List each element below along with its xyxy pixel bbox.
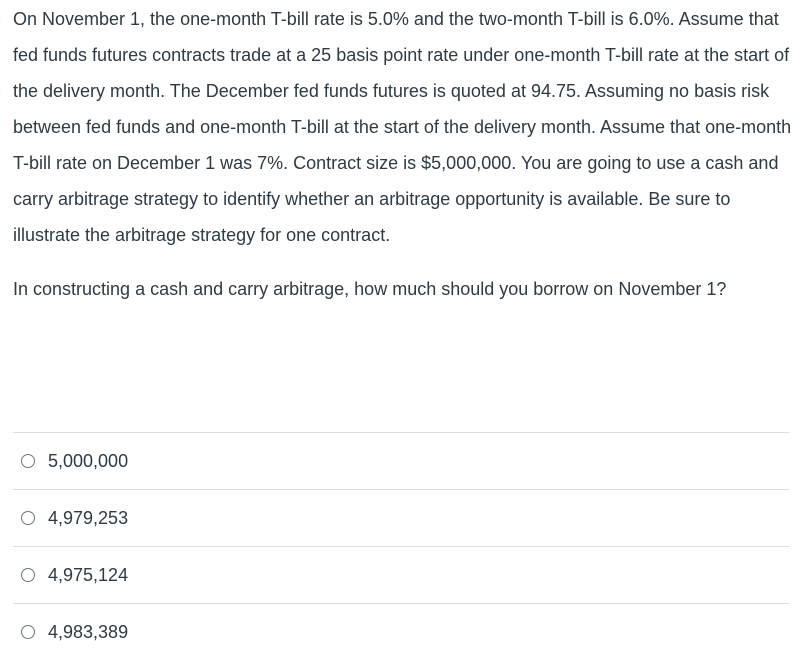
answer-list — [13, 432, 789, 660]
question-prompt: In constructing a cash and carry arbitrage, how much should you borrow on November 1? — [13, 279, 727, 299]
answer-option-2[interactable] — [13, 489, 789, 546]
question-stem — [13, 0, 795, 253]
answer-label: 4,983,389 — [48, 621, 129, 642]
answer-label: 4,979,253 — [48, 507, 129, 528]
radio-button-icon[interactable] — [21, 625, 35, 639]
answer-option-3[interactable] — [13, 546, 789, 603]
radio-button-icon[interactable] — [21, 568, 35, 582]
question-stem-text: On November 1, the one-month T-bill rate is 5.0% and the two-month T-bill is 6.0%. Assume that fed funds futures contracts trade at a 25 basis point rate under one-month T-bill rate at the start of the delivery month. The December fed funds futures is quoted at 94.75. Assuming no basis risk between fed funds and one-month T-bill at the start of the delivery month. Assume that one-month T-bill rate on December 1 was 7%. Contract size is $5,000,000. You are going to use a cash and carry arbitrage strategy to identify whether an arbitrage opportunity is available. Be sure to illustrate the arbitrage strategy for one contract. — [13, 9, 792, 245]
question-block — [13, 0, 795, 307]
radio-button-icon[interactable] — [21, 511, 35, 525]
answer-label: 5,000,000 — [48, 450, 129, 471]
answer-option-1[interactable] — [13, 432, 789, 489]
radio-button-icon[interactable] — [21, 454, 35, 468]
answer-label: 4,975,124 — [48, 564, 129, 585]
answer-option-4[interactable] — [13, 603, 789, 660]
